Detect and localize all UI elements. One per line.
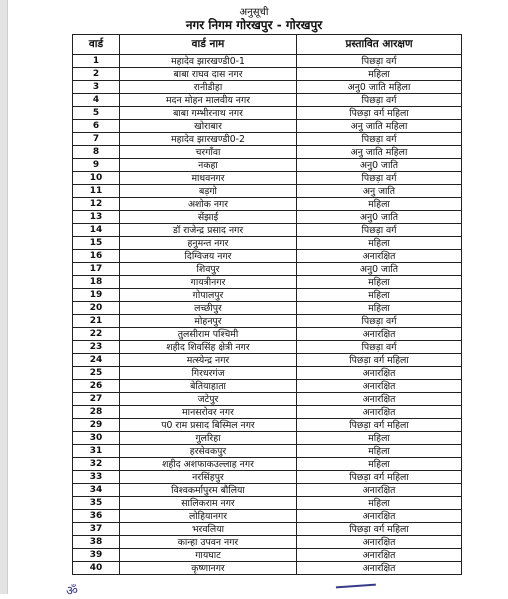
ward-number: 13 bbox=[73, 211, 120, 224]
ward-number: 34 bbox=[73, 484, 120, 497]
header-proposed-reservation: प्रस्तावित आरक्षण bbox=[297, 35, 462, 55]
ward-name: माधवनगर bbox=[120, 172, 297, 185]
ward-number: 5 bbox=[73, 107, 120, 120]
ward-number: 40 bbox=[73, 562, 120, 575]
header-ward: वार्ड bbox=[73, 35, 120, 55]
proposed-reservation: पिछड़ा वर्ग bbox=[297, 94, 462, 107]
ward-name: बेतियाहाता bbox=[120, 380, 297, 393]
ward-name: चरगाँवा bbox=[120, 146, 297, 159]
ward-number: 36 bbox=[73, 510, 120, 523]
proposed-reservation: महिला bbox=[297, 198, 462, 211]
ward-number: 19 bbox=[73, 289, 120, 302]
proposed-reservation: अनु0 जाति bbox=[297, 263, 462, 276]
ward-number: 38 bbox=[73, 536, 120, 549]
ward-name: कृष्णानगर bbox=[120, 562, 297, 575]
ward-name: भरवलिया bbox=[120, 523, 297, 536]
ward-name: तुलसीराम पश्चिमी bbox=[120, 328, 297, 341]
ward-name: महादेव झारखण्डी0-2 bbox=[120, 133, 297, 146]
proposed-reservation: अनु जाति bbox=[297, 185, 462, 198]
ward-name: कान्हा उपवन नगर bbox=[120, 536, 297, 549]
document-title: नगर निगम गोरखपुर - गोरखपुर bbox=[185, 18, 323, 32]
proposed-reservation: महिला bbox=[297, 445, 462, 458]
ward-number: 15 bbox=[73, 237, 120, 250]
ward-name: रानीडीहा bbox=[120, 81, 297, 94]
ward-reservation-table bbox=[72, 34, 462, 575]
proposed-reservation: अनारक्षित bbox=[297, 393, 462, 406]
table-row bbox=[73, 549, 462, 562]
proposed-reservation: अनारक्षित bbox=[297, 562, 462, 575]
proposed-reservation: महिला bbox=[297, 289, 462, 302]
ward-name: प0 राम प्रसाद बिस्मिल नगर bbox=[120, 419, 297, 432]
proposed-reservation: पिछड़ा वर्ग महिला bbox=[297, 354, 462, 367]
table-row bbox=[73, 562, 462, 575]
ward-name: मदन मोहन मालवीय नगर bbox=[120, 94, 297, 107]
signature-mark: ॐ bbox=[66, 584, 78, 599]
proposed-reservation: महिला bbox=[297, 276, 462, 289]
ward-name: गोपालपुर bbox=[120, 289, 297, 302]
ward-number: 28 bbox=[73, 406, 120, 419]
proposed-reservation: अनारक्षित bbox=[297, 250, 462, 263]
proposed-reservation: अनारक्षित bbox=[297, 536, 462, 549]
ward-number: 37 bbox=[73, 523, 120, 536]
ward-name: गुलरिहा bbox=[120, 432, 297, 445]
table-row bbox=[73, 263, 462, 276]
proposed-reservation: पिछड़ा वर्ग महिला bbox=[297, 471, 462, 484]
ward-number: 24 bbox=[73, 354, 120, 367]
proposed-reservation: पिछड़ा वर्ग महिला bbox=[297, 107, 462, 120]
ward-number: 12 bbox=[73, 198, 120, 211]
table-row bbox=[73, 107, 462, 120]
proposed-reservation: महिला bbox=[297, 432, 462, 445]
table-header-row bbox=[73, 35, 462, 55]
proposed-reservation: पिछड़ा वर्ग bbox=[297, 55, 462, 68]
scan-page-edge bbox=[0, 0, 8, 594]
ward-number: 8 bbox=[73, 146, 120, 159]
proposed-reservation: अनु0 जाति bbox=[297, 211, 462, 224]
table-row bbox=[73, 315, 462, 328]
ward-name: सालिकराम नगर bbox=[120, 497, 297, 510]
ward-number: 35 bbox=[73, 497, 120, 510]
table-row bbox=[73, 536, 462, 549]
proposed-reservation: अनु जाति महिला bbox=[297, 120, 462, 133]
table-row bbox=[73, 380, 462, 393]
ward-name: बाबा गम्भीरनाथ नगर bbox=[120, 107, 297, 120]
signature-stroke bbox=[336, 584, 376, 592]
proposed-reservation: पिछड़ा वर्ग bbox=[297, 224, 462, 237]
header-ward-name: वार्ड नाम bbox=[120, 35, 297, 55]
ward-number: 9 bbox=[73, 159, 120, 172]
ward-number: 11 bbox=[73, 185, 120, 198]
table-row bbox=[73, 419, 462, 432]
table-row bbox=[73, 354, 462, 367]
proposed-reservation: पिछड़ा वर्ग bbox=[297, 133, 462, 146]
ward-name: शहीद शिवसिंह क्षेत्री नगर bbox=[120, 341, 297, 354]
ward-number: 1 bbox=[73, 55, 120, 68]
ward-name: गिरधरगंज bbox=[120, 367, 297, 380]
ward-name: शिवपुर bbox=[120, 263, 297, 276]
proposed-reservation: महिला bbox=[297, 302, 462, 315]
ward-number: 10 bbox=[73, 172, 120, 185]
proposed-reservation: महिला bbox=[297, 458, 462, 471]
proposed-reservation: महिला bbox=[297, 237, 462, 250]
proposed-reservation: पिछड़ा वर्ग महिला bbox=[297, 419, 462, 432]
table-row bbox=[73, 302, 462, 315]
proposed-reservation: अनारक्षित bbox=[297, 367, 462, 380]
proposed-reservation: पिछड़ा वर्ग bbox=[297, 341, 462, 354]
table-row bbox=[73, 120, 462, 133]
ward-number: 39 bbox=[73, 549, 120, 562]
proposed-reservation: पिछड़ा वर्ग bbox=[297, 315, 462, 328]
ward-number: 6 bbox=[73, 120, 120, 133]
table-row bbox=[73, 198, 462, 211]
proposed-reservation: अनारक्षित bbox=[297, 549, 462, 562]
table-row bbox=[73, 510, 462, 523]
ward-number: 16 bbox=[73, 250, 120, 263]
table-row bbox=[73, 406, 462, 419]
proposed-reservation: अनु0 जाति महिला bbox=[297, 81, 462, 94]
ward-name: गायघाट bbox=[120, 549, 297, 562]
ward-number: 29 bbox=[73, 419, 120, 432]
ward-name: बड़गो bbox=[120, 185, 297, 198]
ward-name: महादेव झारखण्डी0-1 bbox=[120, 55, 297, 68]
ward-name: मत्स्येन्द्र नगर bbox=[120, 354, 297, 367]
proposed-reservation: अनु जाति महिला bbox=[297, 146, 462, 159]
table-row bbox=[73, 159, 462, 172]
ward-number: 23 bbox=[73, 341, 120, 354]
ward-number: 30 bbox=[73, 432, 120, 445]
ward-number: 33 bbox=[73, 471, 120, 484]
table-row bbox=[73, 146, 462, 159]
ward-name: नकहा bbox=[120, 159, 297, 172]
proposed-reservation: अनु0 जाति bbox=[297, 159, 462, 172]
ward-name: हरसेवकपुर bbox=[120, 445, 297, 458]
ward-name: मानसरोवर नगर bbox=[120, 406, 297, 419]
table-row bbox=[73, 224, 462, 237]
table-row bbox=[73, 172, 462, 185]
proposed-reservation: अनारक्षित bbox=[297, 406, 462, 419]
table-row bbox=[73, 484, 462, 497]
table-row bbox=[73, 289, 462, 302]
table-row bbox=[73, 497, 462, 510]
ward-name: शहीद अशफाकउल्लाह नगर bbox=[120, 458, 297, 471]
table-row bbox=[73, 211, 462, 224]
proposed-reservation: अनारक्षित bbox=[297, 484, 462, 497]
ward-name: नरसिंहपुर bbox=[120, 471, 297, 484]
ward-number: 17 bbox=[73, 263, 120, 276]
ward-name: दिग्विजय नगर bbox=[120, 250, 297, 263]
table-row bbox=[73, 393, 462, 406]
ward-number: 31 bbox=[73, 445, 120, 458]
ward-name: सेंझाई bbox=[120, 211, 297, 224]
ward-number: 20 bbox=[73, 302, 120, 315]
ward-name: खोराबार bbox=[120, 120, 297, 133]
table-row bbox=[73, 458, 462, 471]
schedule-heading: अनुसूची bbox=[239, 7, 269, 18]
table-row bbox=[73, 523, 462, 536]
ward-name: बाबा राघव दास नगर bbox=[120, 68, 297, 81]
ward-number: 7 bbox=[73, 133, 120, 146]
ward-name: हनुमन्त नगर bbox=[120, 237, 297, 250]
ward-number: 4 bbox=[73, 94, 120, 107]
table-row bbox=[73, 133, 462, 146]
proposed-reservation: महिला bbox=[297, 68, 462, 81]
table-row bbox=[73, 185, 462, 198]
ward-number: 26 bbox=[73, 380, 120, 393]
proposed-reservation: महिला bbox=[297, 497, 462, 510]
table-row bbox=[73, 328, 462, 341]
ward-name: अशोक नगर bbox=[120, 198, 297, 211]
proposed-reservation: पिछड़ा वर्ग महिला bbox=[297, 523, 462, 536]
table-row bbox=[73, 250, 462, 263]
table-row bbox=[73, 55, 462, 68]
proposed-reservation: पिछड़ा वर्ग bbox=[297, 172, 462, 185]
proposed-reservation: अनारक्षित bbox=[297, 380, 462, 393]
table-row bbox=[73, 341, 462, 354]
ward-number: 2 bbox=[73, 68, 120, 81]
ward-name: विश्वकर्मापुरम बौलिया bbox=[120, 484, 297, 497]
ward-number: 21 bbox=[73, 315, 120, 328]
table-row bbox=[73, 445, 462, 458]
ward-name: मोहनपुर bbox=[120, 315, 297, 328]
table-row bbox=[73, 94, 462, 107]
table-row bbox=[73, 237, 462, 250]
ward-name: लच्छीपुर bbox=[120, 302, 297, 315]
ward-number: 18 bbox=[73, 276, 120, 289]
table-row bbox=[73, 81, 462, 94]
ward-number: 32 bbox=[73, 458, 120, 471]
table-row bbox=[73, 276, 462, 289]
ward-name: डॉ राजेन्द्र प्रसाद नगर bbox=[120, 224, 297, 237]
table-row bbox=[73, 432, 462, 445]
ward-name: लोहियानगर bbox=[120, 510, 297, 523]
ward-number: 27 bbox=[73, 393, 120, 406]
table-row bbox=[73, 68, 462, 81]
proposed-reservation: अनारक्षित bbox=[297, 510, 462, 523]
ward-number: 14 bbox=[73, 224, 120, 237]
proposed-reservation: अनारक्षित bbox=[297, 328, 462, 341]
ward-name: जटेपुर bbox=[120, 393, 297, 406]
ward-number: 25 bbox=[73, 367, 120, 380]
ward-number: 3 bbox=[73, 81, 120, 94]
table-row bbox=[73, 367, 462, 380]
ward-name: गायत्रीनगर bbox=[120, 276, 297, 289]
table-row bbox=[73, 471, 462, 484]
ward-number: 22 bbox=[73, 328, 120, 341]
